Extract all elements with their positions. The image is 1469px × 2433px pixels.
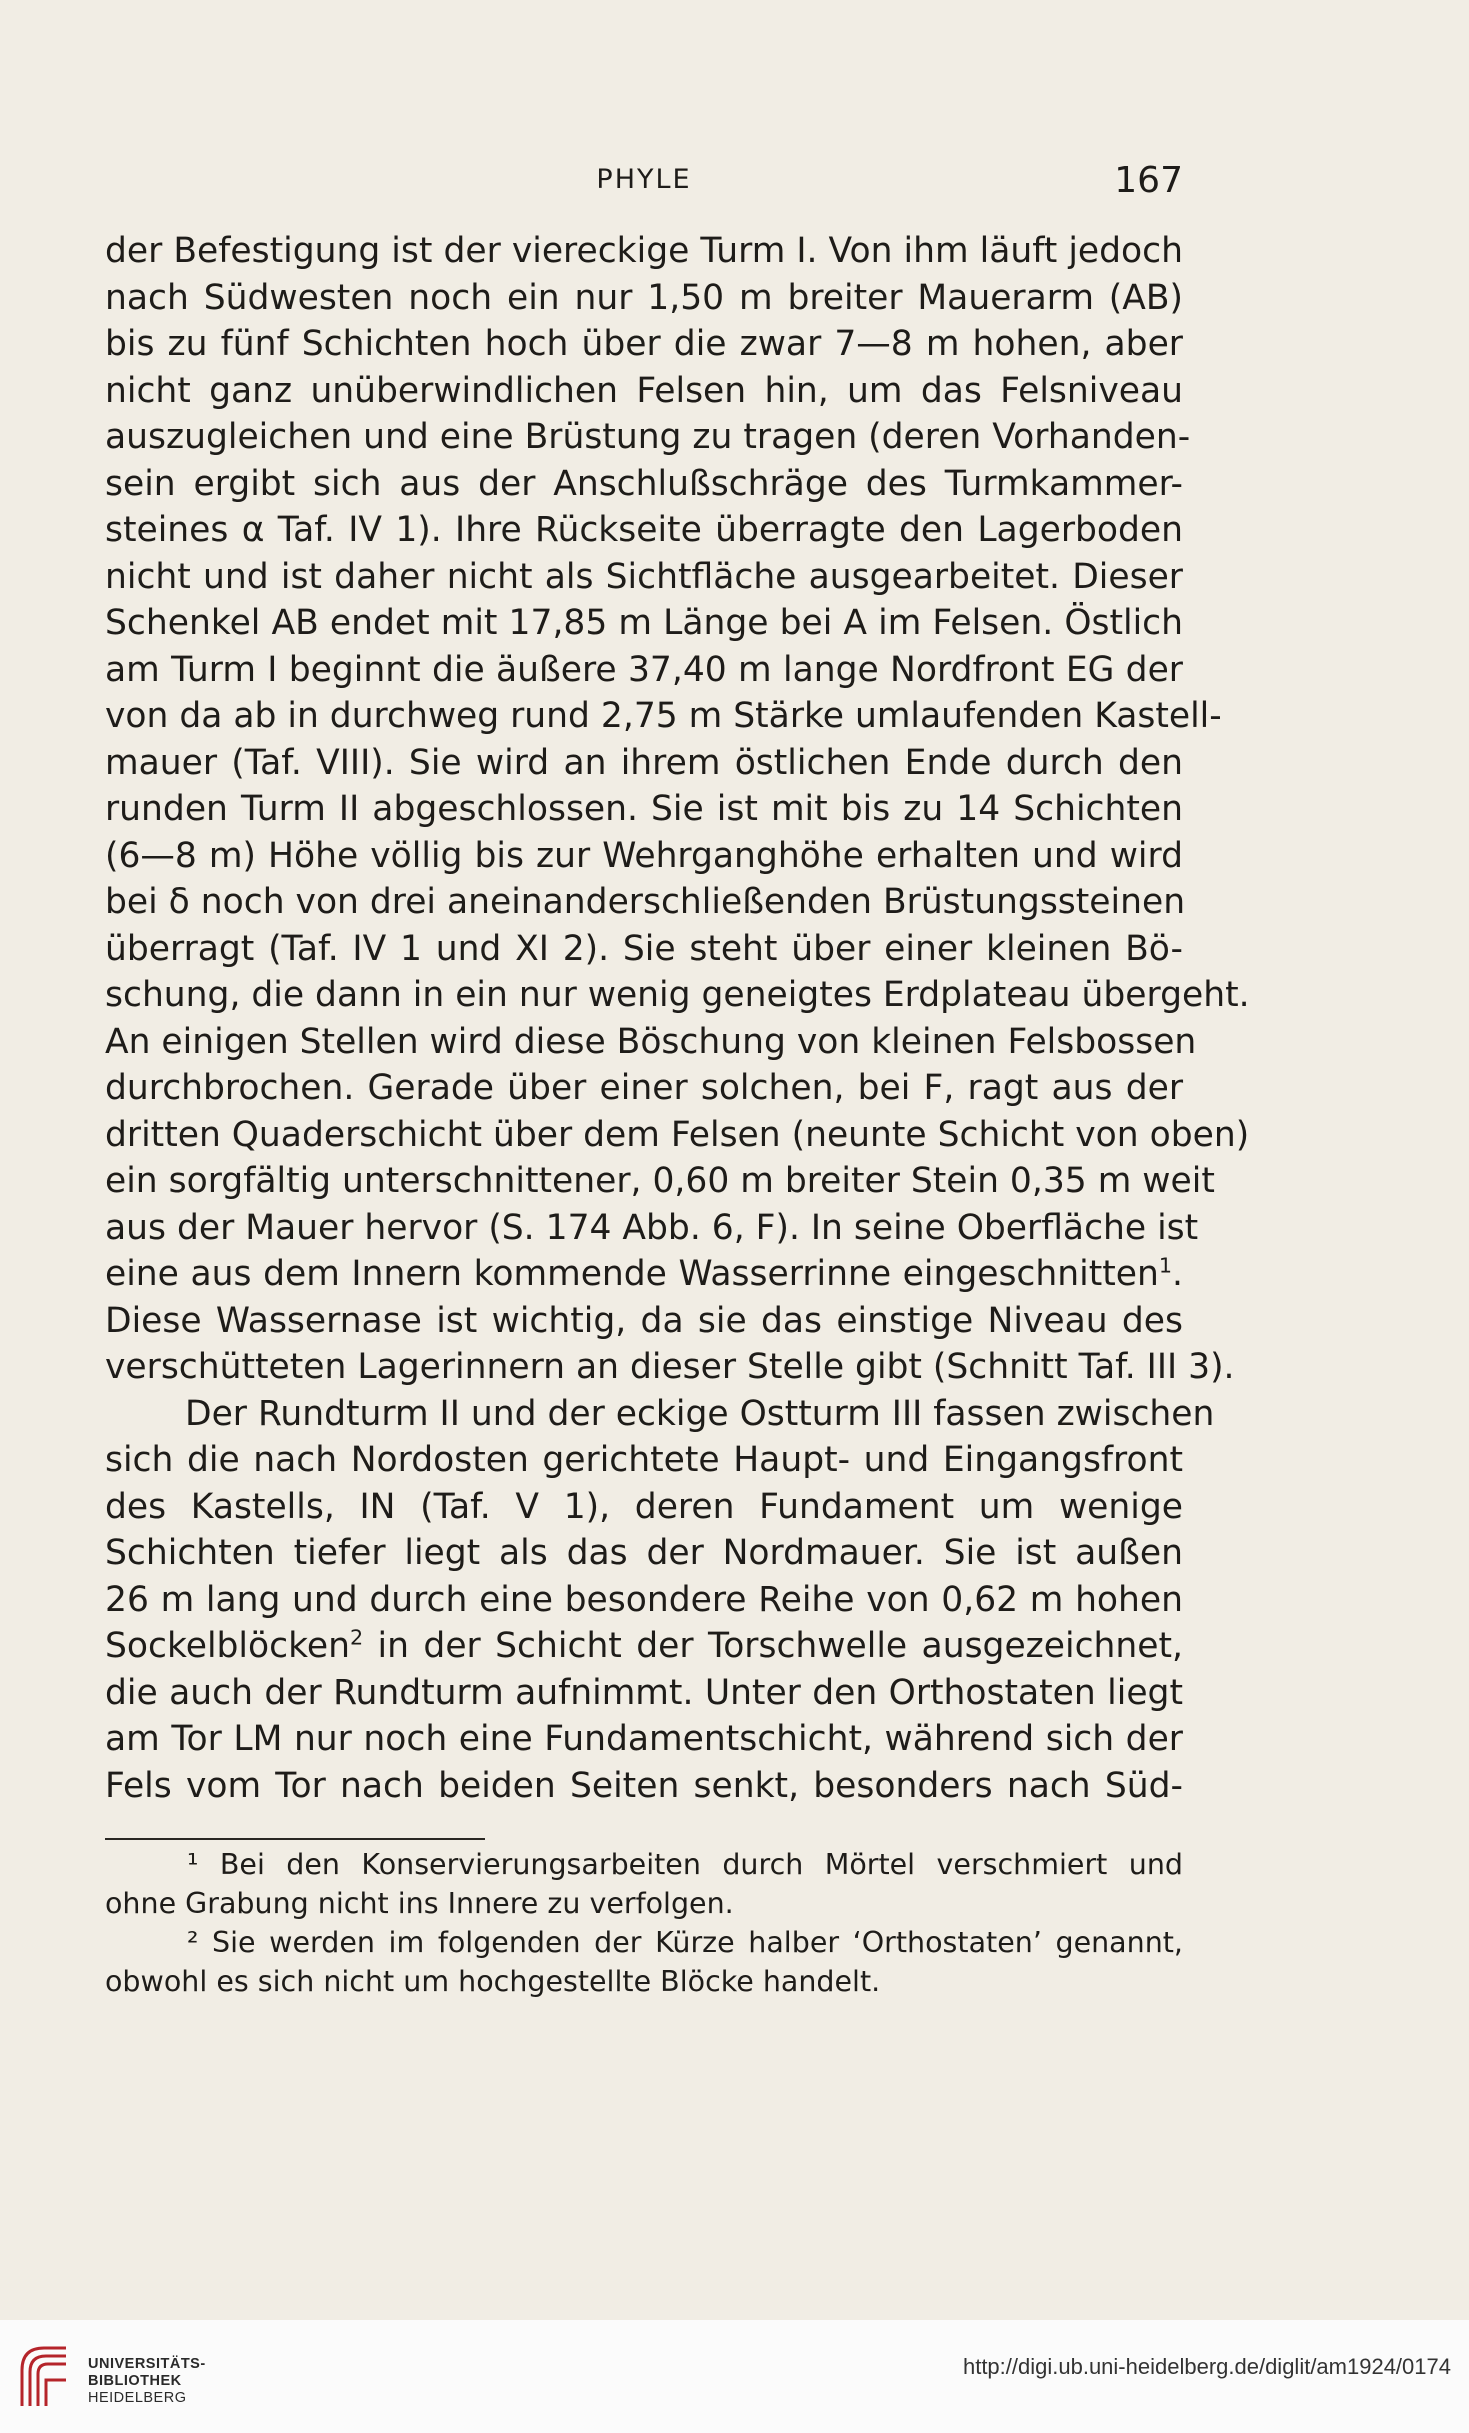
running-head [105,160,1183,200]
text-line [105,1251,1183,1298]
footnote-1-line: ohne Grabung nicht ins Innere zu verfolgen. [105,1887,734,1920]
text-line: Diese Wassernase ist wichtig, da sie das einstige Niveau des [105,1300,1183,1341]
text-line: am Tor LM nur noch eine Fundamentschicht, während sich der [105,1719,1183,1759]
footnotes [105,1845,1183,2001]
text-line: 26 m lang und durch eine besondere Reihe von 0,62 m hohen [105,1579,1183,1620]
text-line: auszugleichen und eine Brüstung zu tragen (deren Vorhanden- [105,417,1191,457]
text-line: bei δ noch von drei aneinanderschließenden Brüstungssteinen [105,882,1186,922]
text-line: nicht ganz unüberwindlichen Felsen hin, um das Felsniveau [105,370,1183,411]
library-name [88,2356,206,2407]
text-line: die auch der Rundturm aufnimmt. Unter den Orthostaten liegt [105,1672,1183,1713]
library-name-line: BIBLIOTHEK [88,2373,182,2389]
text-line: Schenkel AB endet mit 17,85 m Länge bei A im Felsen. Östlich [105,603,1183,643]
text-line: aus der Mauer hervor (S. 174 Abb. 6, F). In seine Oberfläche ist [105,1207,1199,1248]
text-line: des Kastells, IN (Taf. V 1), deren Fundament um wenige [105,1486,1183,1527]
text-line: überragt (Taf. IV 1 und XI 2). Sie steht über einer kleinen Bö- [105,928,1183,969]
digitization-footer [0,2320,1469,2433]
text-segment: in der Schicht der Torschwelle ausgezeichnet, [377,1626,1184,1666]
text-line: bis zu fünf Schichten hoch über die zwar 7—8 m hohen, aber [105,324,1183,364]
text-line: An einigen Stellen wird diese Böschung von kleinen Felsbossen [105,1021,1197,1062]
text-line: steines α Taf. IV 1). Ihre Rückseite überragte den Lagerboden [105,510,1183,550]
text-line: (6—8 m) Höhe völlig bis zur Wehrganghöhe erhalten und wird [105,835,1183,876]
text-line: sein ergibt sich aus der Anschlußschräge des Turmkammer- [105,463,1183,504]
text-line: Schichten tiefer liegt als das der Nordmauer. Sie ist außen [105,1533,1183,1573]
text-line: schung, die dann in ein nur wenig geneigtes Erdplateau übergeht. [105,975,1250,1015]
text-segment: . [1172,1254,1183,1294]
text-line [105,1623,1183,1670]
footnote-ref[interactable]: 1 [1158,1253,1173,1278]
footnote-2-line: obwohl es sich nicht um hochgestellte Blöcke handelt. [105,1965,881,1998]
footnote-1-line: ¹ Bei den Konservierungsarbeiten durch Mörtel verschmiert und [187,1848,1183,1881]
footnote-ref[interactable]: 2 [349,1625,364,1650]
text-segment: Sockelblöcken [105,1626,350,1666]
text-line: am Turm I beginnt die äußere 37,40 m lange Nordfront EG der [105,649,1183,690]
footnote-divider [105,1838,485,1840]
library-name-line: HEIDELBERG [88,2390,187,2406]
text-line: verschütteten Lagerinnern an dieser Stelle gibt (Schnitt Taf. III 3). [105,1347,1235,1387]
library-logo-icon [16,2340,71,2410]
text-line: Der Rundturm II und der eckige Ostturm III fassen zwischen [185,1393,1215,1434]
library-name-line: UNIVERSITÄTS- [88,2356,206,2372]
text-line: nicht und ist daher nicht als Sichtfläche ausgearbeitet. Dieser [105,556,1183,597]
text-line: mauer (Taf. VIII). Sie wird an ihrem östlichen Ende durch den [105,742,1183,783]
text-line: von da ab in durchweg rund 2,75 m Stärke umlaufenden Kastell- [105,696,1222,736]
text-segment: eine aus dem Innern kommende Wasserrinne eingeschnitten [105,1254,1159,1294]
body-text [105,228,1250,1809]
text-line: runden Turm II abgeschlossen. Sie ist mit bis zu 14 Schichten [105,789,1183,829]
running-title: PHYLE [596,164,692,195]
text-line: dritten Quaderschicht über dem Felsen (neunte Schicht von oben) [105,1114,1250,1155]
text-line: sich die nach Nordosten gerichtete Haupt- und Eingangsfront [105,1440,1183,1480]
text-line: ein sorgfältig unterschnittener, 0,60 m breiter Stein 0,35 m weit [105,1161,1215,1201]
source-url[interactable]: http://digi.ub.uni-heidelberg.de/diglit/am1924/0174 [962,2354,1451,2379]
text-line: durchbrochen. Gerade über einer solchen, bei F, ragt aus der [105,1068,1183,1108]
footnote-2-line: ² Sie werden im folgenden der Kürze halber ‘Orthostaten’ genannt, [187,1926,1183,1959]
page-number: 167 [1114,160,1183,201]
text-line: der Befestigung ist der viereckige Turm I. Von ihm läuft jedoch [105,231,1183,271]
text-line: Fels vom Tor nach beiden Seiten senkt, besonders nach Süd- [105,1765,1183,1806]
text-line: nach Südwesten noch ein nur 1,50 m breiter Mauerarm (AB) [105,277,1183,318]
